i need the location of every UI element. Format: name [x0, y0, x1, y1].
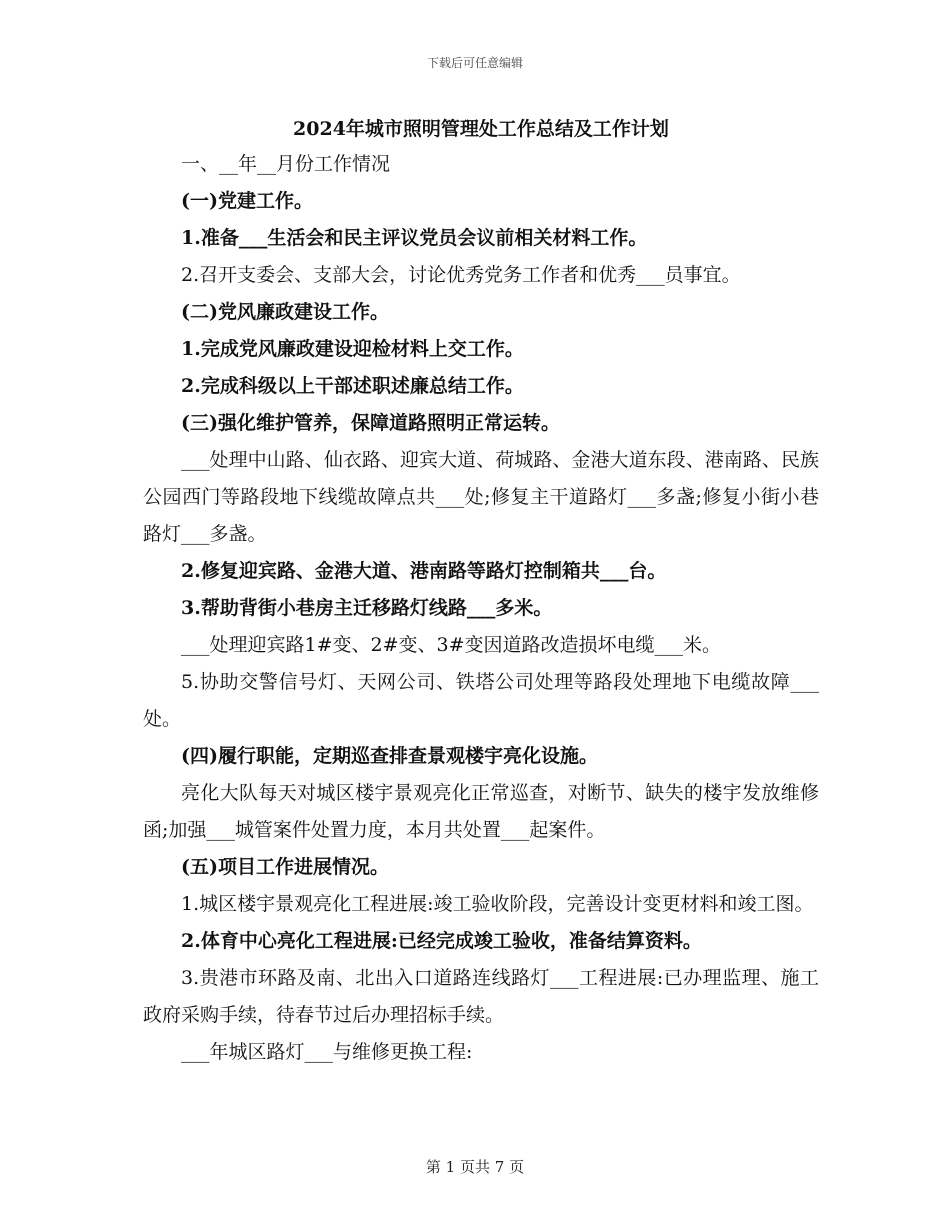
section-heading: 一、__年__月份工作情况 [181, 153, 391, 175]
subsection-heading: (三)强化维护管养，保障道路照明正常运转。 [181, 412, 560, 434]
subsection-heading: (一)党建工作。 [181, 190, 313, 212]
list-item: 1.城区楼宇景观亮化工程进展:竣工验收阶段，完善设计变更材料和竣工图。 [181, 893, 814, 915]
list-item: 5.协助交警信号灯、天网公司、铁塔公司处理等路段处理地下电缆故障___处。 [143, 671, 819, 730]
list-item: 2.完成科级以上干部述职述廉总结工作。 [181, 375, 524, 397]
body-paragraph: ___处理中山路、仙衣路、迎宾大道、荷城路、金港大道东段、港南路、民族公园西门等路段地下线缆故障点共___处;修复主干道路灯___多盏;修复小街小巷路灯___多盏。 [143, 449, 819, 545]
subsection-heading: (五)项目工作进展情况。 [181, 856, 389, 878]
list-item: 2.修复迎宾路、金港大道、港南路等路灯控制箱共___台。 [181, 560, 667, 582]
body-paragraph: 亮化大队每天对城区楼宇景观亮化正常巡查，对断节、缺失的楼宇发放维修函;加强___城管案件处置力度，本月共处置___起案件。 [143, 782, 819, 841]
list-item: 2.体育中心亮化工程进展:已经完成竣工验收，准备结算资料。 [181, 930, 702, 952]
list-item: 3.贵港市环路及南、北出入口道路连线路灯___工程进展:已办理监理、施工政府采购手续，待春节过后办理招标手续。 [143, 967, 819, 1026]
list-item: ___处理迎宾路1#变、2#变、3#变因道路改造损坏电缆___米。 [181, 634, 722, 656]
subsection-heading: (四)履行职能，定期巡查排查景观楼宇亮化设施。 [181, 745, 598, 767]
page-footer: 第 1 页共 7 页 [425, 1158, 525, 1176]
list-item: 2.召开支委会、支部大会，讨论优秀党务工作者和优秀___员事宜。 [181, 264, 741, 286]
document-body [143, 112, 819, 1071]
list-item: 1.完成党风廉政建设迎检材料上交工作。 [181, 338, 524, 360]
subsection-heading: (二)党风廉政建设工作。 [181, 301, 389, 323]
body-paragraph: ___年城区路灯___与维修更换工程: [181, 1041, 473, 1063]
list-item: 3.帮助背街小巷房主迁移路灯线路___多米。 [181, 597, 553, 619]
list-item: 1.准备___生活会和民主评议党员会议前相关材料工作。 [181, 227, 648, 249]
document-title: 2024年城市照明管理处工作总结及工作计划 [293, 118, 669, 140]
page-header: 下载后可任意编辑 [426, 56, 523, 70]
